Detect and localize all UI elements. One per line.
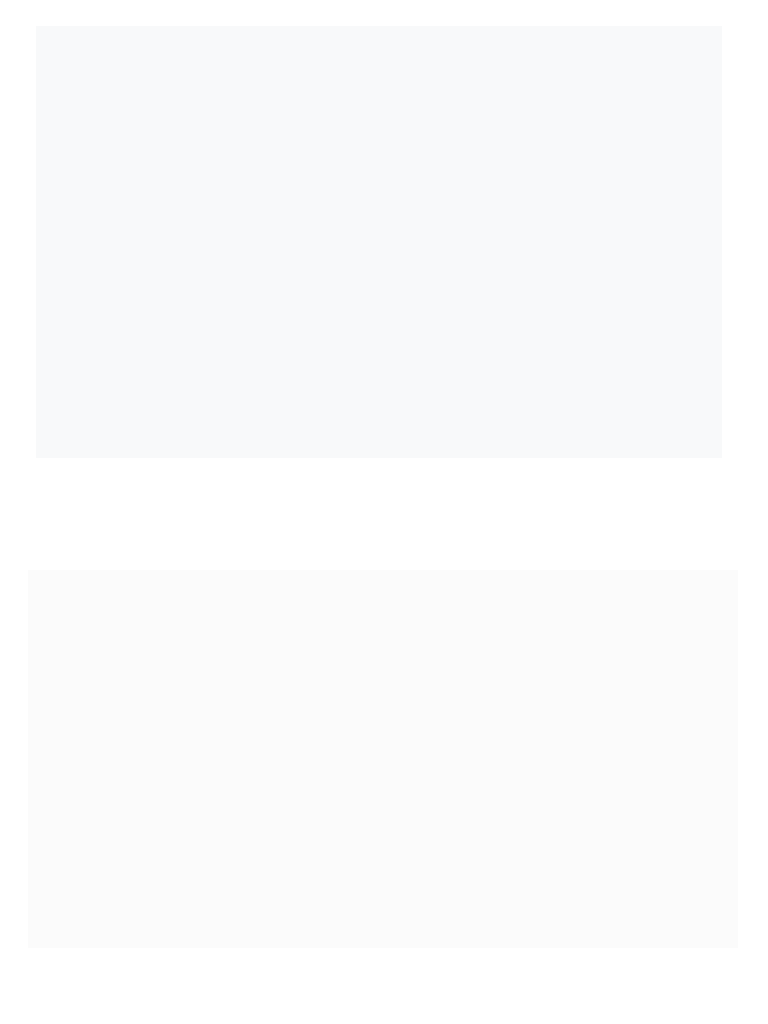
worksheet-top	[36, 26, 722, 458]
worksheet-bottom	[28, 570, 738, 948]
